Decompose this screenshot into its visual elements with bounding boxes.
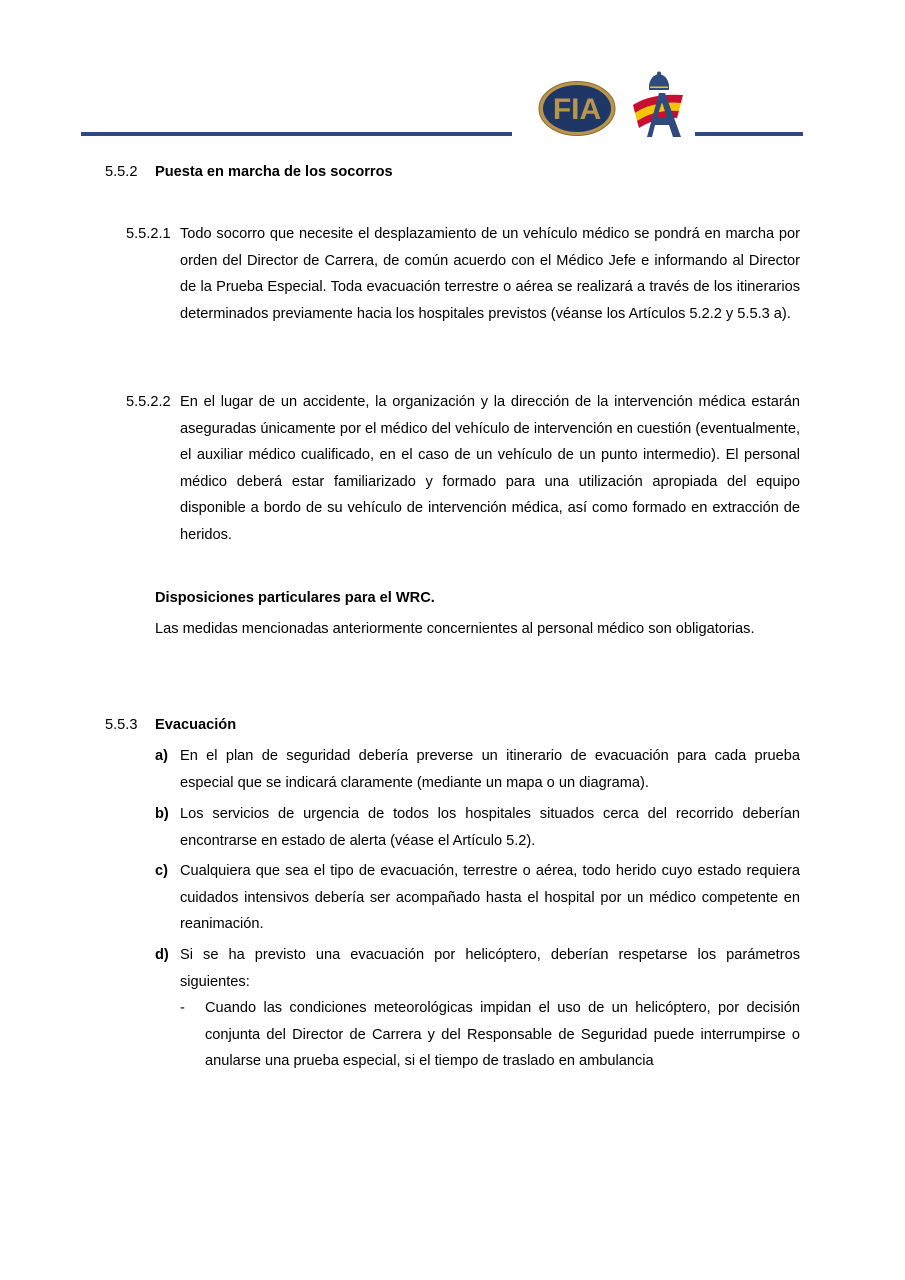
list-item-label: b): [155, 806, 169, 822]
list-item-a: [155, 743, 800, 796]
dash-item: [180, 995, 800, 1075]
list-item-label: c): [155, 863, 168, 879]
list-item-b: [155, 801, 800, 854]
list-item-d: [155, 942, 800, 995]
list-item-text: Cualquiera que sea el tipo de evacuación, terrestre o aérea, todo herido cuyo estado requiera cuidados intensivos debería ser acompañado hasta el hospital por un médico competente en reanimación.: [180, 863, 800, 933]
list-item-c: [155, 858, 800, 938]
paragraph-number: 5.5.2.2: [126, 394, 171, 410]
paragraph-number: 5.5.2.1: [126, 226, 171, 242]
list-item-text: Si se ha previsto una evacuación por helicóptero, deberían respetarse los parámetros siguientes:: [180, 947, 800, 990]
section-number: 5.5.3: [105, 717, 138, 733]
paragraph-text: En el lugar de un accidente, la organización y la dirección de la intervención médica estarán aseguradas únicamente por el médico del vehículo de intervención en cuestión (eventualmente, el auxiliar médico cualificado, en el caso de un vehículo de un punto intermedio). El personal médico deberá estar familiarizado y formado para una utilización apropiada del equipo disponible a bordo de su vehículo de intervención médica, así como formado en extracción de heridos.: [180, 394, 800, 543]
dash-item-text: Cuando las condiciones meteorológicas impidan el uso de un helicóptero, por decisión conjunta del Director de Carrera y del Responsable de Seguridad puede interrumpirse o anularse una prueba especial, si el tiempo de traslado en ambulancia: [205, 1000, 800, 1070]
page-header: [0, 0, 905, 145]
list-item-label: a): [155, 748, 168, 764]
fia-logo: [537, 80, 617, 137]
section-number: 5.5.2: [105, 164, 138, 180]
fia-logo-text: FIA: [552, 93, 602, 126]
header-rule-left: [81, 132, 512, 136]
rfea-logo: [625, 71, 689, 139]
section-heading-552: [105, 162, 393, 182]
crown-icon: [649, 72, 669, 91]
section-heading-553: [105, 715, 236, 735]
list-item-text: Los servicios de urgencia de todos los hospitales situados cerca del recorrido deberían encontrarse en estado de alerta (véase el Artículo 5.2).: [180, 806, 800, 849]
section-title: Evacuación: [155, 717, 237, 733]
list-item-text: En el plan de seguridad debería preverse un itinerario de evacuación para cada prueba especial que se indicará claramente (mediante un mapa o un diagrama).: [180, 748, 800, 791]
section-title: Puesta en marcha de los socorros: [155, 164, 393, 180]
wrc-subtitle: Disposiciones particulares para el WRC.: [155, 590, 435, 606]
paragraph-5522-text: [180, 389, 800, 549]
list-item-label: d): [155, 947, 169, 963]
wrc-note: Las medidas mencionadas anteriormente concernientes al personal médico son obligatorias.: [155, 621, 755, 637]
dash-item-label: -: [180, 1000, 185, 1016]
paragraph-5521-text: [180, 221, 800, 327]
paragraph-text: Todo socorro que necesite el desplazamiento de un vehículo médico se pondrá en marcha por orden del Director de Carrera, de común acuerdo con el Médico Jefe e informando al Director de la Prueba Especial. Toda evacuación terrestre o aérea se realizará a través de los itinerarios determinados previamente hacia los hospitales previstos (véanse los Artículos 5.2.2 y 5.5.3 a).: [180, 226, 800, 322]
header-rule-right: [695, 132, 803, 136]
rfea-logo-text: A: [625, 71, 626, 72]
